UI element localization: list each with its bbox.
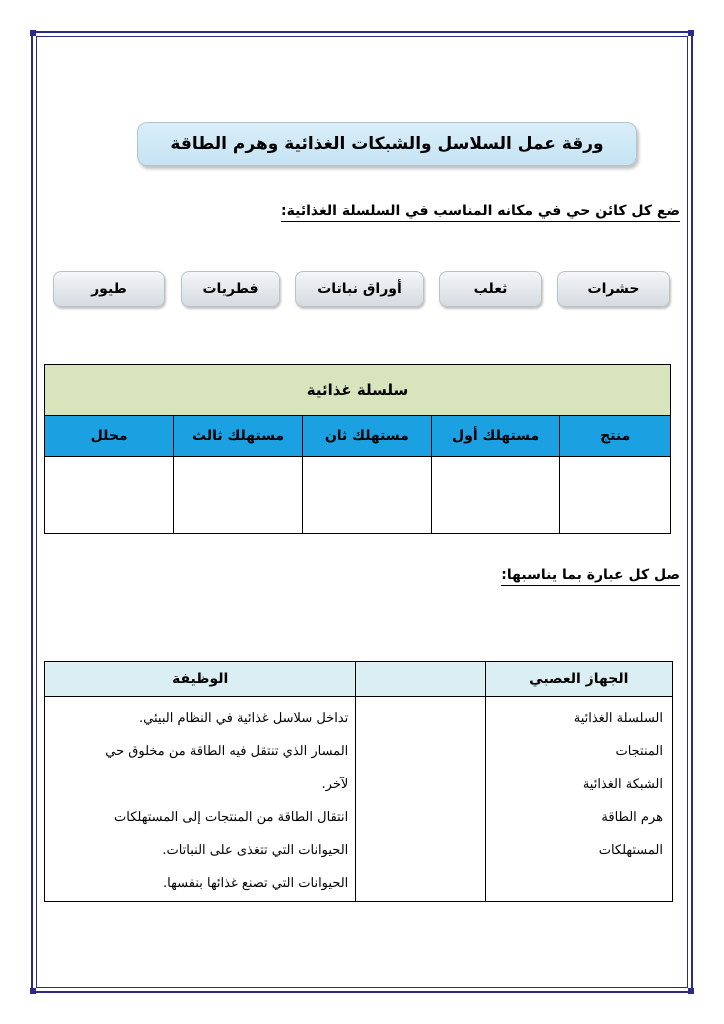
- border-corner: [30, 30, 36, 36]
- term-item: هرم الطاقة: [601, 810, 663, 825]
- answer-cell[interactable]: [560, 457, 671, 534]
- answer-cell[interactable]: [45, 457, 174, 534]
- answer-cell[interactable]: [302, 457, 431, 534]
- border-corner: [688, 988, 694, 994]
- food-chain-table: [44, 364, 671, 534]
- blank-header: [356, 662, 485, 697]
- terms-header: الجهاز العصبي: [485, 662, 672, 697]
- definition-item: لآخر.: [321, 777, 349, 792]
- instruction-place-organisms: ضع كل كائن حي في مكانه المناسب في السلسلة الغذائية:: [281, 203, 680, 219]
- instruction-match: صل كل عبارة بما يناسبها:: [501, 567, 680, 583]
- definition-item: تداخل سلاسل غذائية في النظام البيئي.: [139, 711, 349, 726]
- connection-space[interactable]: [356, 697, 485, 902]
- column-tertiary-consumer: مستهلك ثالث: [174, 416, 303, 457]
- term-item: الشبكة الغذائية: [582, 777, 663, 792]
- column-producer: منتج: [560, 416, 671, 457]
- organism-chip-birds[interactable]: طيور: [53, 271, 165, 307]
- term-item: السلسلة الغذائية: [573, 711, 663, 726]
- definition-item: المسار الذي تنتقل فيه الطاقة من مخلوق حي: [105, 744, 349, 759]
- food-chain-title: سلسلة غذائية: [45, 365, 671, 416]
- organism-chip-plant-leaves[interactable]: أوراق نباتات: [295, 271, 424, 307]
- border-corner: [30, 988, 36, 994]
- definitions-cell: [45, 697, 356, 902]
- definition-item: الحيوانات التي تتغذى على النباتات.: [162, 843, 349, 858]
- terms-cell: [485, 697, 672, 902]
- definition-item: الحيوانات التي تصنع غذائها بنفسها.: [163, 876, 349, 891]
- organism-chip-fungi[interactable]: فطريات: [181, 271, 280, 307]
- answer-cell[interactable]: [431, 457, 560, 534]
- worksheet-title: ورقة عمل السلاسل والشبكات الغذائية وهرم الطاقة: [137, 122, 637, 166]
- answer-cell[interactable]: [174, 457, 303, 534]
- term-item: المنتجات: [615, 744, 663, 759]
- term-item: المستهلكات: [598, 843, 663, 858]
- column-decomposer: محلل: [45, 416, 174, 457]
- definitions-header: الوظيفة: [45, 662, 356, 697]
- definition-item: انتقال الطاقة من المنتجات إلى المستهلكات: [114, 810, 349, 825]
- matching-table: [44, 661, 673, 902]
- border-corner: [688, 30, 694, 36]
- organism-chip-fox[interactable]: ثعلب: [439, 271, 542, 307]
- column-secondary-consumer: مستهلك ثان: [302, 416, 431, 457]
- organism-chip-insects[interactable]: حشرات: [557, 271, 670, 307]
- column-primary-consumer: مستهلك أول: [431, 416, 560, 457]
